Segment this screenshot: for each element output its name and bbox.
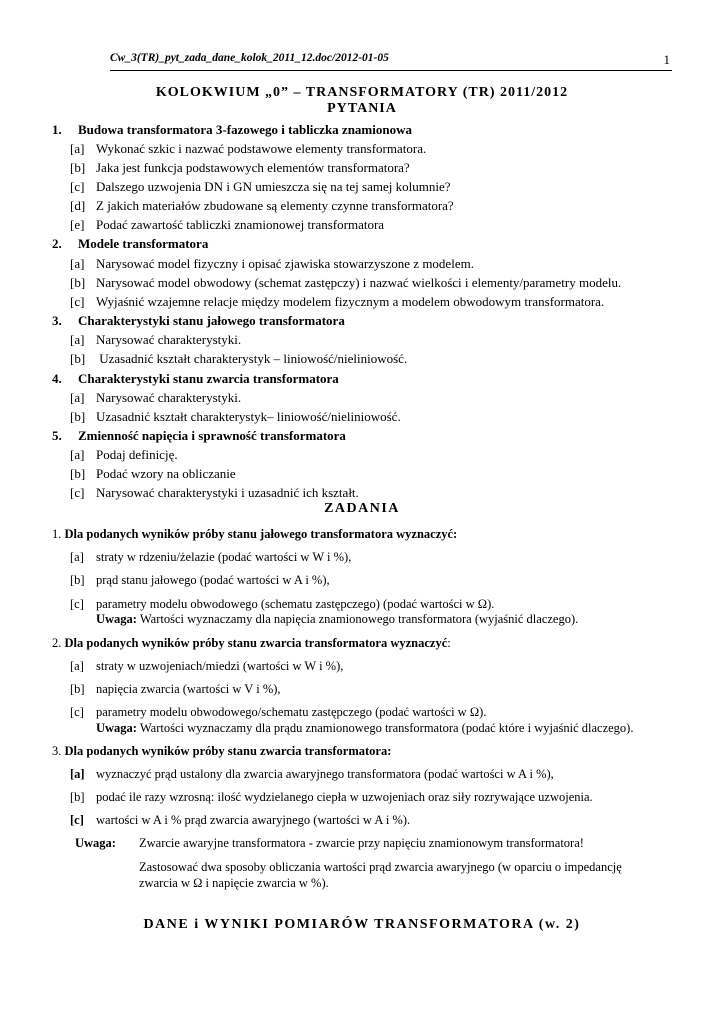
list-item: [c] wartości w A i % prąd zwarcia awaryjnego (wartości w A i %). — [70, 813, 411, 827]
page-number: 1 — [663, 52, 670, 67]
file-name: Cw_3(TR)_pyt_zada_dane_kolok_2011_12.doc/2012-01-05 — [110, 52, 389, 64]
question-2-title: 2. Modele transformatora — [52, 236, 209, 251]
list-item: [b] Jaka jest funkcja podstawowych elementów transformatora? — [70, 160, 410, 175]
task-1-note: Uwaga: Wartości wyznaczamy dla napięcia znamionowego transformatora (wyjaśnić dlaczego). — [96, 612, 579, 626]
task-2-title: 2. Dla podanych wyników próby stanu zwarcia transformatora wyznaczyć: — [52, 636, 451, 650]
list-item: [d] Z jakich materiałów zbudowane są elementy czynne transformatora? — [70, 198, 454, 213]
list-item: [c] parametry modelu obwodowego/schematu zastępczego (podać wartości w Ω). — [70, 705, 487, 719]
list-item: [a] wyznaczyć prąd ustalony dla zwarcia awaryjnego transformatora (podać wartości w A i %), — [70, 767, 554, 781]
list-item: [b] Podać wzory na obliczanie — [70, 466, 236, 481]
list-item: [c] parametry modelu obwodowego (schematu zastępczego) (podać wartości w Ω). — [70, 597, 495, 611]
list-item: [a] straty w uzwojeniach/miedzi (wartości w W i %), — [70, 659, 344, 673]
list-item: [a] Podaj definicję. — [70, 447, 178, 462]
data-heading: DANE i WYNIKI POMIARÓW TRANSFORMATORA (w. 2) — [143, 917, 581, 932]
task-3-title: 3. Dla podanych wyników próby stanu zwarcia transformatora: — [52, 744, 392, 758]
page-header — [110, 52, 672, 71]
task-1-title: 1. Dla podanych wyników próby stanu jałowego transformatora wyznaczyć: — [52, 527, 458, 541]
list-item: [b] podać ile razy wzrosną: ilość wydzielanego ciepła w uzwojeniach oraz siły rozrywające uzwojenia. — [70, 790, 593, 804]
questions-heading: PYTANIA — [327, 101, 397, 116]
list-item: [c] Wyjaśnić wzajemne relacje między modelem fizycznym a modelem obwodowym transformatora. — [70, 294, 605, 309]
question-5-title: 5. Zmienność napięcia i sprawność transformatora — [52, 428, 346, 443]
list-item: [c] Dalszego uzwojenia DN i GN umieszcza się na tej samej kolumnie? — [70, 179, 451, 194]
list-item: [b] napięcia zwarcia (wartości w V i %), — [70, 682, 281, 696]
list-item: [b] Narysować model obwodowy (schemat zastępczy) i nazwać wielkości i elementy/parametry modelu. — [70, 275, 622, 290]
list-item: [b] Uzasadnić kształt charakterystyk– liniowość/nieliniowość. — [70, 409, 401, 424]
document-title: KOLOKWIUM „0” – TRANSFORMATORY (TR) 2011/2012 — [155, 85, 569, 100]
list-item: [a] Narysować charakterystyki. — [70, 332, 242, 347]
question-4-title: 4. Charakterystyki stanu zwarcia transformatora — [52, 371, 339, 386]
question-3-title: 3. Charakterystyki stanu jałowego transformatora — [52, 313, 345, 328]
list-item: [e] Podać zawartość tabliczki znamionowej transformatora — [70, 217, 385, 232]
task-2-note: Uwaga: Wartości wyznaczamy dla prądu znamionowego transformatora (podać które i wyjaśnić dlaczego). — [96, 721, 634, 735]
task-3-note-line-2: Zastosować dwa sposoby obliczania wartości prąd zwarcia awaryjnego (w oparciu o impedancję — [139, 860, 622, 874]
list-item: [b] prąd stanu jałowego (podać wartości w A i %), — [70, 573, 330, 587]
tasks-heading: ZADANIA — [324, 501, 400, 516]
list-item: [c] Narysować charakterystyki i uzasadnić ich kształt. — [70, 485, 359, 500]
list-item: [a] Narysować charakterystyki. — [70, 390, 242, 405]
list-item: [a] straty w rdzeniu/żelazie (podać wartości w W i %), — [70, 550, 352, 564]
task-3-note-label: Uwaga: — [75, 836, 116, 850]
list-item: [a] Narysować model fizyczny i opisać zjawiska stowarzyszone z modelem. — [70, 256, 474, 271]
list-item: [a] Wykonać szkic i nazwać podstawowe elementy transformatora. — [70, 141, 427, 156]
list-item: [b] Uzasadnić kształt charakterystyk – liniowość/nieliniowość. — [70, 351, 408, 366]
task-3-note-line-1: Zwarcie awaryjne transformatora - zwarcie przy napięciu znamionowym transformatora! — [139, 836, 584, 850]
question-1-title: 1. Budowa transformatora 3-fazowego i tabliczka znamionowa — [52, 122, 412, 137]
task-3-note-line-3: zwarcia w Ω i napięcie zwarcia w %). — [139, 876, 329, 890]
